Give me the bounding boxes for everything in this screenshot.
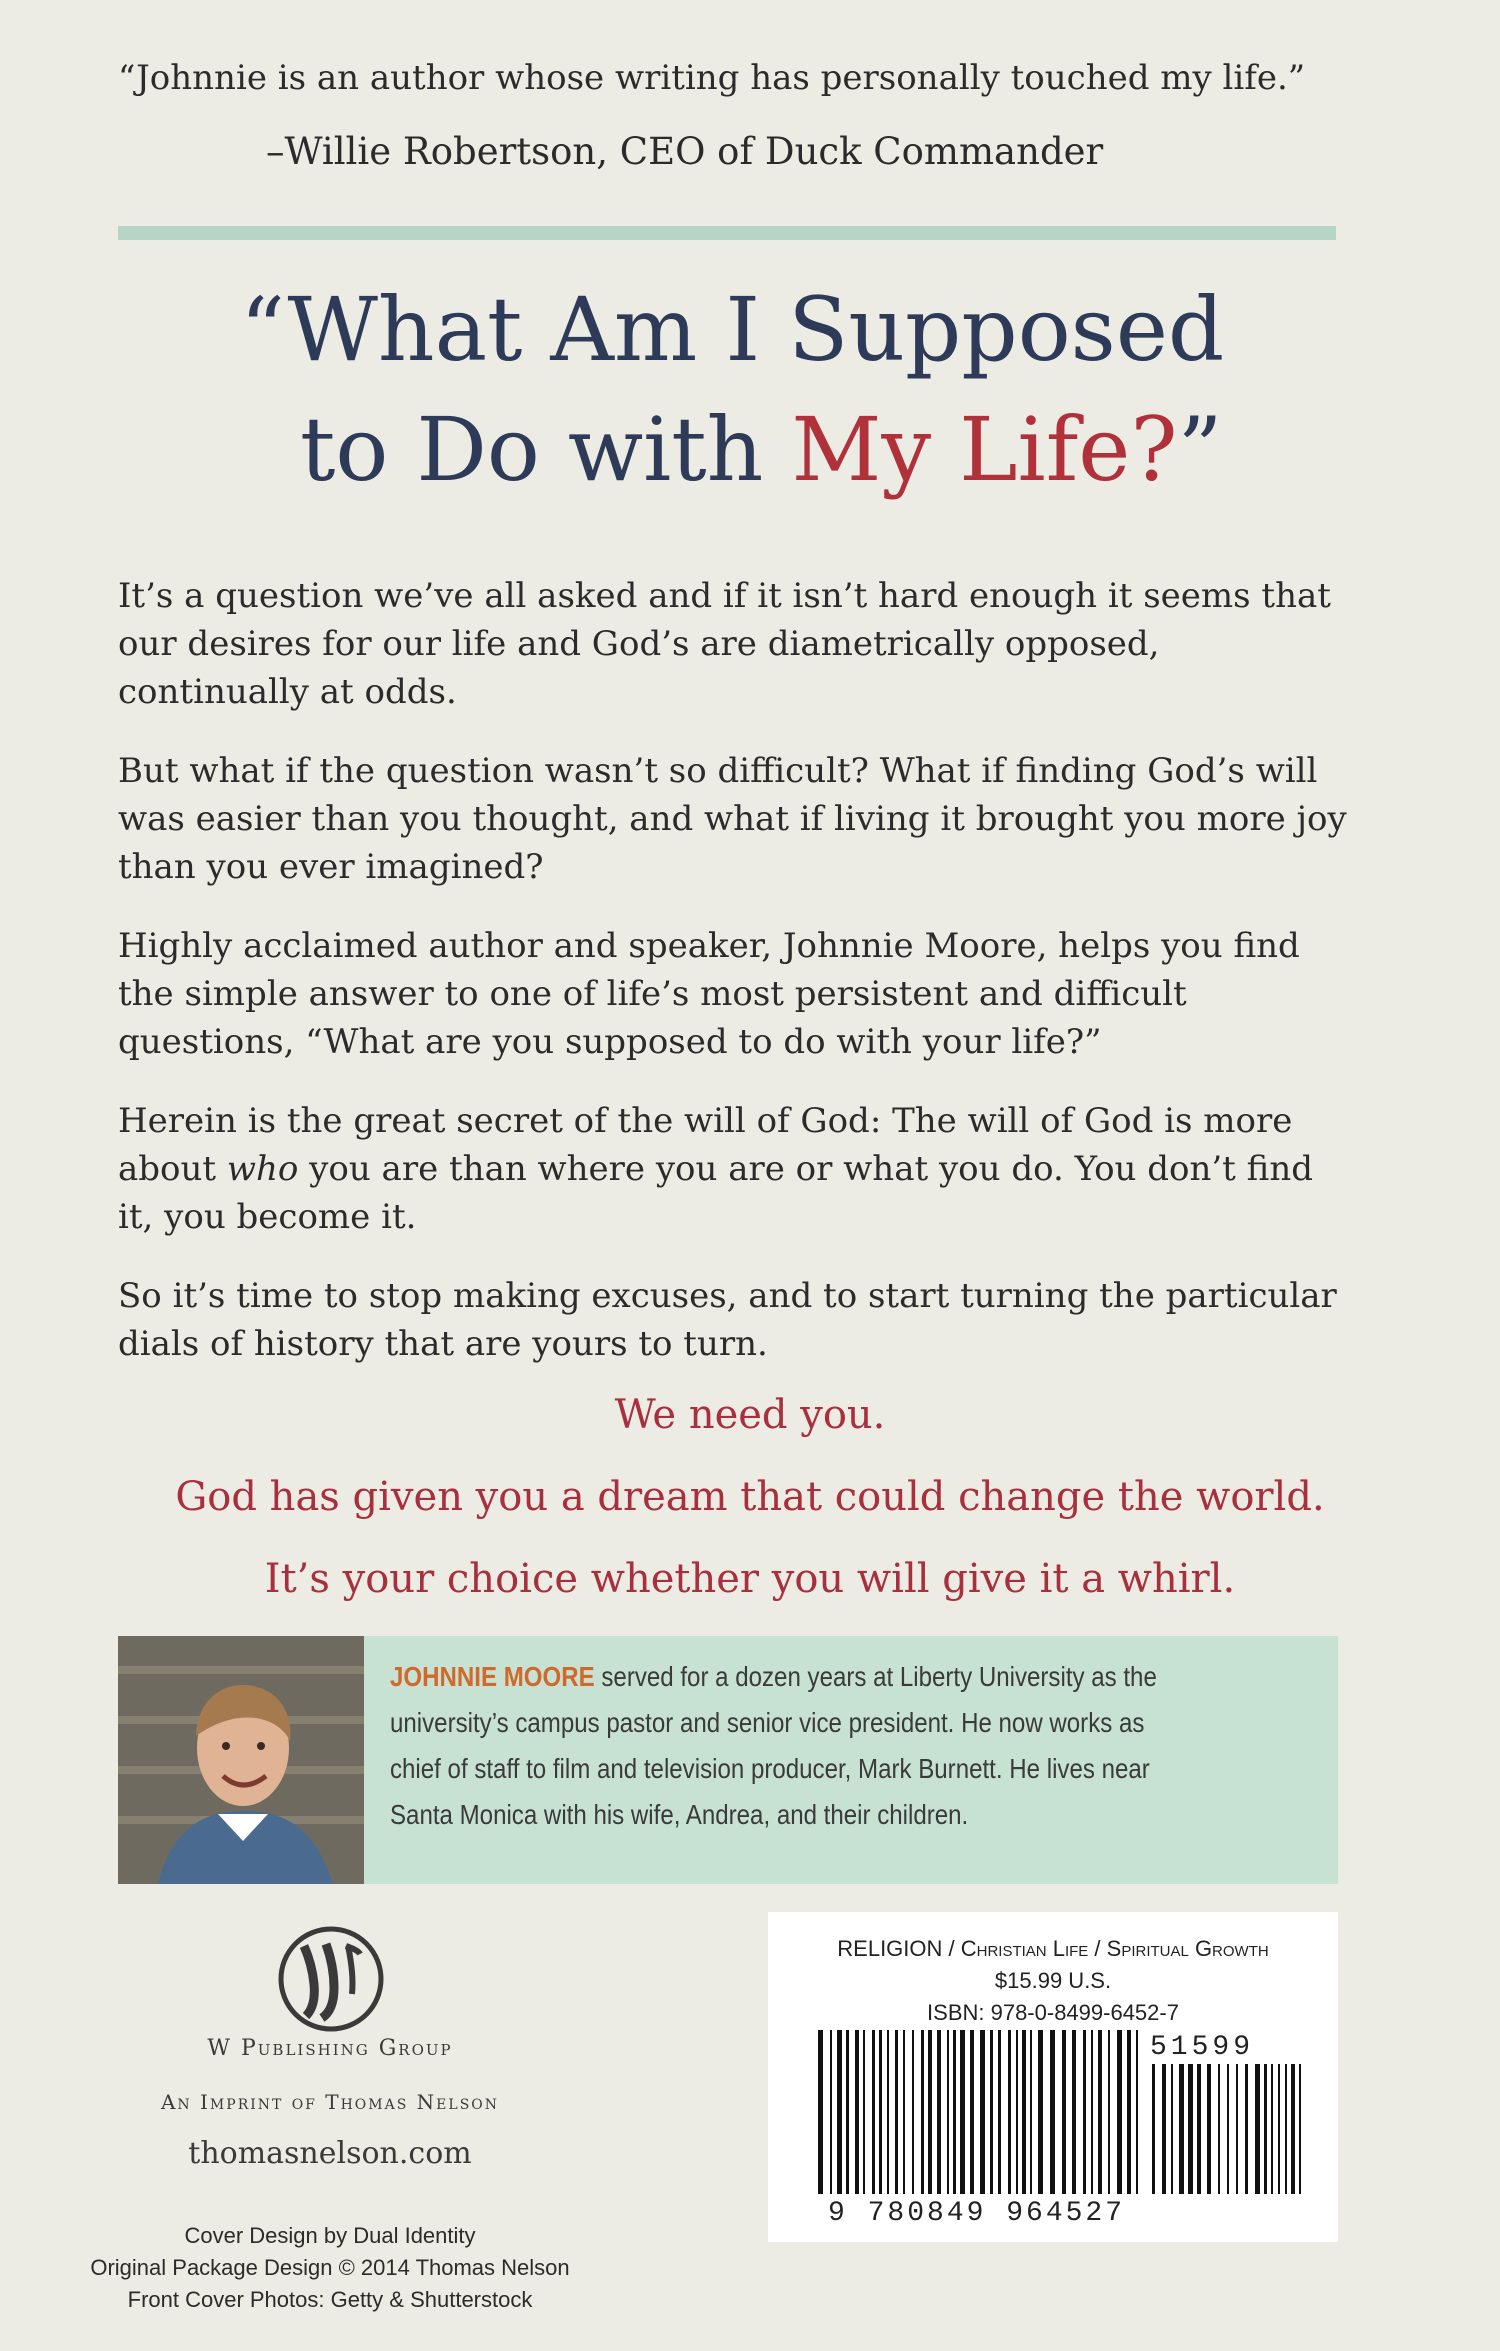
paragraph-4-emphasis: who bbox=[226, 1149, 299, 1189]
paragraph-5: So it’s time to stop making excuses, and to start turning the particular dials of history that are yours to turn. bbox=[118, 1276, 1337, 1364]
paragraph-4 bbox=[118, 1097, 1358, 1241]
addon-bar bbox=[1162, 2064, 1166, 2194]
ean-bar bbox=[1072, 2030, 1076, 2194]
ean-bar bbox=[960, 2030, 965, 2194]
addon-bar bbox=[1179, 2064, 1184, 2194]
headline-line-2 bbox=[300, 390, 1223, 510]
ean-bar bbox=[903, 2030, 905, 2194]
callout-1: We need you. bbox=[614, 1392, 886, 1438]
headline-line-2-suffix: ” bbox=[1177, 398, 1223, 501]
addon-bar bbox=[1299, 2064, 1301, 2194]
ean-bar bbox=[887, 2030, 889, 2194]
ean-bar bbox=[1127, 2030, 1131, 2194]
headline-highlight: My Life? bbox=[791, 398, 1178, 501]
ean-bar bbox=[1117, 2030, 1122, 2194]
addon-bar bbox=[1271, 2064, 1273, 2194]
divider-rule bbox=[118, 226, 1336, 240]
ean-bar bbox=[998, 2030, 1001, 2194]
ean-bar bbox=[1008, 2030, 1011, 2194]
ean-bar bbox=[953, 2030, 956, 2194]
callout-2: God has given you a dream that could change the world. bbox=[175, 1474, 1325, 1520]
addon-bar bbox=[1278, 2064, 1280, 2194]
credit-line-3: Front Cover Photos: Getty & Shutterstock bbox=[127, 2287, 533, 2312]
bio-line-1 bbox=[390, 1654, 1190, 1700]
ean-bar bbox=[1022, 2030, 1026, 2194]
credit-line-1: Cover Design by Dual Identity bbox=[184, 2223, 476, 2248]
ean-bar bbox=[863, 2030, 865, 2194]
paragraph-3: Highly acclaimed author and speaker, Johnnie Moore, helps you find the simple answer to one of life’s most persistent and difficult questions, “What are you supposed to do with your life?” bbox=[118, 926, 1300, 1062]
ean-bar bbox=[1098, 2030, 1102, 2194]
ean-bar bbox=[928, 2030, 932, 2194]
barcode-category: RELIGION / Christian Life / Spiritual Growth bbox=[837, 1936, 1269, 1961]
ean-bar bbox=[1062, 2030, 1066, 2194]
publisher-name: W Publishing Group bbox=[207, 2036, 453, 2061]
callout-3: It’s your choice whether you will give it a whirl. bbox=[264, 1556, 1236, 1602]
ean-bar bbox=[912, 2030, 914, 2194]
paragraph-1: It’s a question we’ve all asked and if it isn’t hard enough it seems that our desires for our life and God’s are diametrically opposed, continually at odds. bbox=[118, 576, 1331, 712]
addon-bar bbox=[1152, 2064, 1155, 2194]
addon-bar bbox=[1197, 2064, 1201, 2194]
barcode-label bbox=[768, 1912, 1338, 2242]
addon-bar bbox=[1218, 2064, 1220, 2194]
author-photo bbox=[118, 1636, 364, 1884]
barcode-price: $15.99 U.S. bbox=[994, 1968, 1112, 1993]
bio-line-4: Santa Monica with his wife, Andrea, and their children. bbox=[390, 1799, 969, 1830]
ean-bar bbox=[1030, 2030, 1032, 2194]
addon-bar bbox=[1285, 2064, 1287, 2194]
description-body bbox=[118, 572, 1358, 1399]
addon-bar bbox=[1245, 2064, 1248, 2194]
ean-bar bbox=[1108, 2030, 1110, 2194]
addon-bar bbox=[1188, 2064, 1193, 2194]
ean-bar bbox=[970, 2030, 974, 2194]
author-photo-illustration bbox=[118, 1636, 364, 1884]
ean-bar bbox=[830, 2030, 832, 2194]
publisher-imprint: An Imprint of Thomas Nelson bbox=[160, 2090, 500, 2114]
ean-bar bbox=[980, 2030, 985, 2194]
barcode-ean-digits: 9 780849 964527 bbox=[828, 2198, 1126, 2229]
endorsement-attribution: –Willie Robertson, CEO of Duck Commander bbox=[266, 130, 1104, 173]
ean-bar bbox=[1038, 2030, 1043, 2194]
ean-bar bbox=[855, 2030, 859, 2194]
ean-bar bbox=[1091, 2030, 1093, 2194]
headline-line-2-prefix: to Do with bbox=[300, 398, 792, 501]
ean-bar bbox=[1136, 2030, 1138, 2194]
ean-bar bbox=[818, 2030, 823, 2194]
ean-bar bbox=[895, 2030, 898, 2194]
addon-bar bbox=[1264, 2064, 1267, 2194]
bio-line-3: chief of staff to film and television producer, Mark Burnett. He lives near bbox=[390, 1753, 1150, 1784]
ean-bar bbox=[990, 2030, 993, 2194]
addon-bar bbox=[1236, 2064, 1238, 2194]
credit-line-2: Original Package Design © 2014 Thomas Nelson bbox=[90, 2255, 570, 2280]
barcode-bars bbox=[768, 1912, 1338, 2242]
ean-bar bbox=[921, 2030, 924, 2194]
ean-bar bbox=[879, 2030, 882, 2194]
paragraph-2: But what if the question wasn’t so difficult? What if finding God’s will was easier than you thought, and what if living it brought you more joy than you ever imagined? bbox=[118, 751, 1347, 887]
ean-bar bbox=[947, 2030, 949, 2194]
publisher-website: thomasnelson.com bbox=[188, 2136, 472, 2171]
endorsement-quote: “Johnnie is an author whose writing has personally touched my life.” bbox=[118, 58, 1306, 98]
w-publishing-logo-icon bbox=[276, 1924, 386, 2034]
addon-bar bbox=[1171, 2064, 1173, 2194]
cover-credits bbox=[0, 2220, 660, 2316]
ean-bar bbox=[937, 2030, 941, 2194]
addon-bar bbox=[1207, 2064, 1211, 2194]
ean-bar bbox=[1050, 2030, 1055, 2194]
ean-bar bbox=[837, 2030, 842, 2194]
bio-line-2: university’s campus pastor and senior vice president. He now works as bbox=[390, 1707, 1145, 1738]
author-bio-box bbox=[118, 1636, 1338, 1884]
ean-bar bbox=[846, 2030, 849, 2194]
author-bio-text bbox=[390, 1654, 1190, 1838]
ean-bar bbox=[872, 2030, 875, 2194]
paragraph-4-after: you are than where you are or what you do. You don’t find it, you become it. bbox=[118, 1149, 1313, 1237]
addon-bar bbox=[1255, 2064, 1260, 2194]
barcode-addon-digits: 51599 bbox=[1150, 2032, 1255, 2063]
author-name: JOHNNIE MOORE bbox=[390, 1661, 595, 1692]
ean-bar bbox=[1016, 2030, 1018, 2194]
addon-bar bbox=[1291, 2064, 1295, 2194]
bio-line-1-text: served for a dozen years at Liberty University as the bbox=[594, 1661, 1157, 1692]
headline-line-1: “What Am I Supposed bbox=[240, 278, 1225, 381]
barcode-isbn: ISBN: 978-0-8499-6452-7 bbox=[927, 2000, 1179, 2025]
paragraph-4-before: Herein is the great secret of the will of God: The will of God is more about bbox=[118, 1101, 1293, 1189]
ean-bar bbox=[1083, 2030, 1086, 2194]
addon-bar bbox=[1227, 2064, 1229, 2194]
